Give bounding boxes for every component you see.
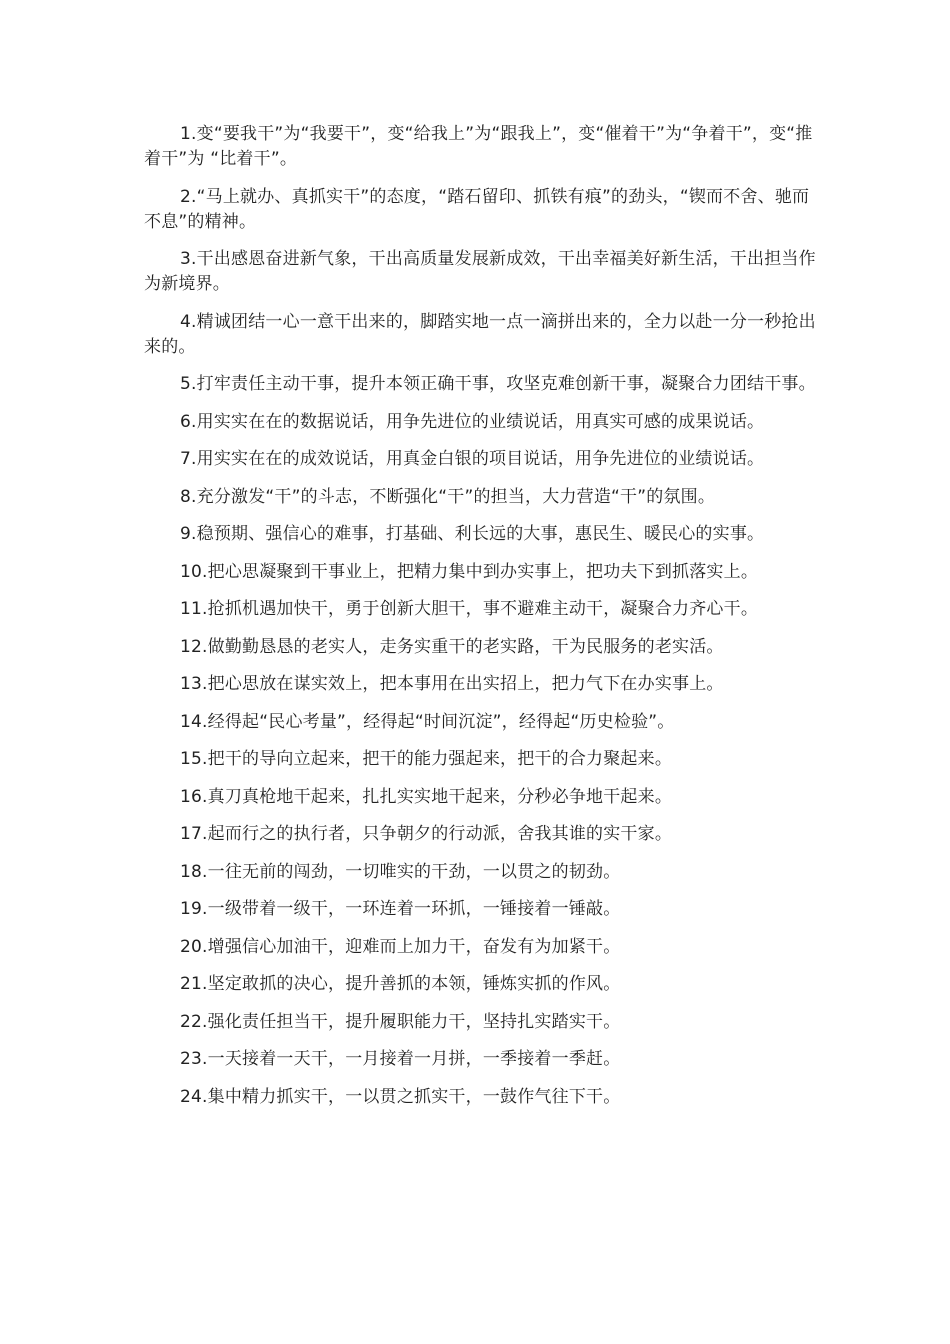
paragraph-11: 11.抢抓机遇加快干，勇于创新大胆干，事不避难主动干，凝聚合力齐心干。	[180, 599, 759, 619]
paragraph-8: 8.充分激发“干”的斗志，不断强化“干”的担当，大力营造“干”的氛围。	[180, 486, 716, 507]
paragraph-14: 14.经得起“民心考量”，经得起“时间沉淀”，经得起“历史检验”。	[180, 711, 675, 732]
paragraph-18: 18.一往无前的闯劲，一切唯实的干劲，一以贯之的韧劲。	[180, 861, 621, 882]
paragraph-24: 24.集中精力抓实干，一以贯之抓实干，一鼓作气往下干。	[180, 1086, 621, 1107]
paragraph-21: 21.坚定敢抓的决心，提升善抓的本领，锤炼实抓的作风。	[180, 974, 621, 994]
paragraph-3: 3.干出感恩奋进新气象，干出高质量发展新成效，干出幸福美好新生活，干出担当作为新境界。	[144, 249, 816, 294]
paragraph-10: 10.把心思凝聚到干事业上，把精力集中到办实事上，把功夫下到抓落实上。	[180, 561, 759, 582]
paragraph-16: 16.真刀真枪地干起来，扎扎实实地干起来，分秒必争地干起来。	[180, 786, 673, 807]
paragraph-19: 19.一级带着一级干，一环连着一环抓，一锤接着一锤敲。	[180, 899, 621, 919]
paragraph-9: 9.稳预期、强信心的难事，打基础、利长远的大事，惠民生、暖民心的实事。	[180, 524, 765, 544]
paragraph-12: 12.做勤勤恳恳的老实人，走务实重干的老实路，干为民服务的老实活。	[180, 636, 724, 657]
paragraph-5: 5.打牢责任主动干事，提升本领正确干事，攻坚克难创新干事，凝聚合力团结干事。	[180, 374, 816, 394]
paragraph-6: 6.用实实在在的数据说话，用争先进位的业绩说话，用真实可感的成果说话。	[180, 411, 765, 432]
paragraph-20: 20.增强信心加油干，迎难而上加力干，奋发有为加紧干。	[180, 936, 621, 957]
paragraph-22: 22.强化责任担当干，提升履职能力干，坚持扎实踏实干。	[180, 1011, 621, 1032]
paragraph-23: 23.一天接着一天干，一月接着一月拼，一季接着一季赶。	[180, 1049, 621, 1069]
paragraph-4: 4.精诚团结一心一意干出来的，脚踏实地一点一滴拼出来的，全力以赴一分一秒抢出来的。	[144, 311, 816, 357]
document-body	[144, 122, 820, 1122]
paragraph-1: 1.变“要我干”为“我要干”，变“给我上”为“跟我上”，变“催着干”为“争着干”，变“推着干”为 “比着干”。	[144, 124, 813, 169]
paragraph-15: 15.把干的导向立起来，把干的能力强起来，把干的合力聚起来。	[180, 749, 673, 769]
paragraph-13: 13.把心思放在谋实效上，把本事用在出实招上，把力气下在办实事上。	[180, 674, 724, 694]
paragraph-2: 2.“马上就办、真抓实干”的态度，“踏石留印、抓铁有痕”的劲头，“锲而不舍、驰而不息”的精神。	[144, 186, 810, 232]
paragraph-7: 7.用实实在在的成效说话，用真金白银的项目说话，用争先进位的业绩说话。	[180, 449, 765, 469]
paragraph-17: 17.起而行之的执行者，只争朝夕的行动派，舍我其谁的实干家。	[180, 824, 673, 844]
